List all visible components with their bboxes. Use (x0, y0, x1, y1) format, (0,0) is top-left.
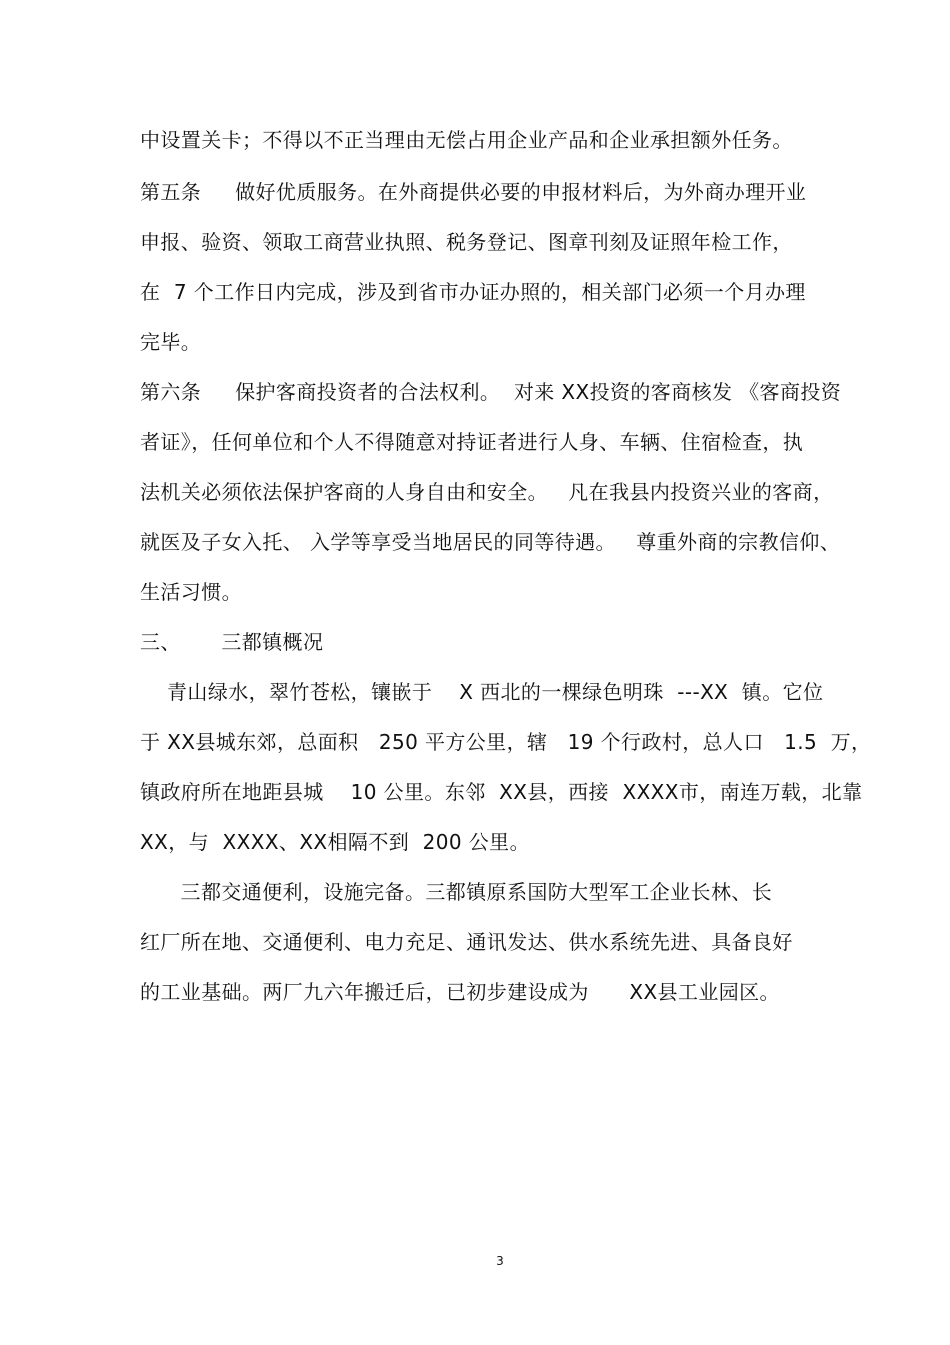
text-line: 中设置关卡；不得以不正当理由无偿占用企业产品和企业承担额外任务。 (140, 128, 793, 152)
text-line: 就医及子女入托、 入学等享受当地居民的同等待遇。 尊重外商的宗教信仰、 (140, 530, 841, 554)
text-line: 第五条 做好优质服务。在外商提供必要的申报材料后，为外商办理开业 (140, 180, 807, 204)
text-line: 青山绿水，翠竹苍松，镶嵌于 X 西北的一棵绿色明珠 ---XX 镇。它位 (140, 680, 824, 704)
text-line: 的工业基础。两厂九六年搬迁后，已初步建设成为 XX县工业园区。 (140, 980, 780, 1004)
text-line: 于 XX县城东郊，总面积 250 平方公里，辖 19 个行政村，总人口 1.5 万， (140, 730, 872, 754)
text-line: XX，与 XXXX、XX相隔不到 200 公里。 (140, 830, 530, 854)
text-line: 红厂所在地、交通便利、电力充足、通讯发达、供水系统先进、具备良好 (140, 930, 793, 954)
text-line: 法机关必须依法保护客商的人身自由和安全。 凡在我县内投资兴业的客商， (140, 480, 834, 504)
page-number: 3 (496, 1254, 504, 1268)
section-heading: 三、 三都镇概况 (140, 630, 324, 654)
text-line: 镇政府所在地距县城 10 公里。东邻 XX县，西接 XXXX市，南连万载，北靠 (140, 780, 863, 804)
text-line: 完毕。 (140, 330, 202, 354)
text-line: 生活习惯。 (140, 580, 242, 604)
text-line: 第六条 保护客商投资者的合法权利。 对来 XX投资的客商核发 《客商投资 (140, 380, 842, 404)
text-line: 在 7 个工作日内完成，涉及到省市办证办照的，相关部门必须一个月办理 (140, 280, 806, 304)
text-line: 申报、验资、领取工商营业执照、税务登记、图章刊刻及证照年检工作， (140, 230, 793, 254)
text-line: 三都交通便利，设施完备。三都镇原系国防大型军工企业长林、长 (140, 880, 773, 904)
text-line: 者证》，任何单位和个人不得随意对持证者进行人身、车辆、住宿检查，执 (140, 430, 804, 454)
